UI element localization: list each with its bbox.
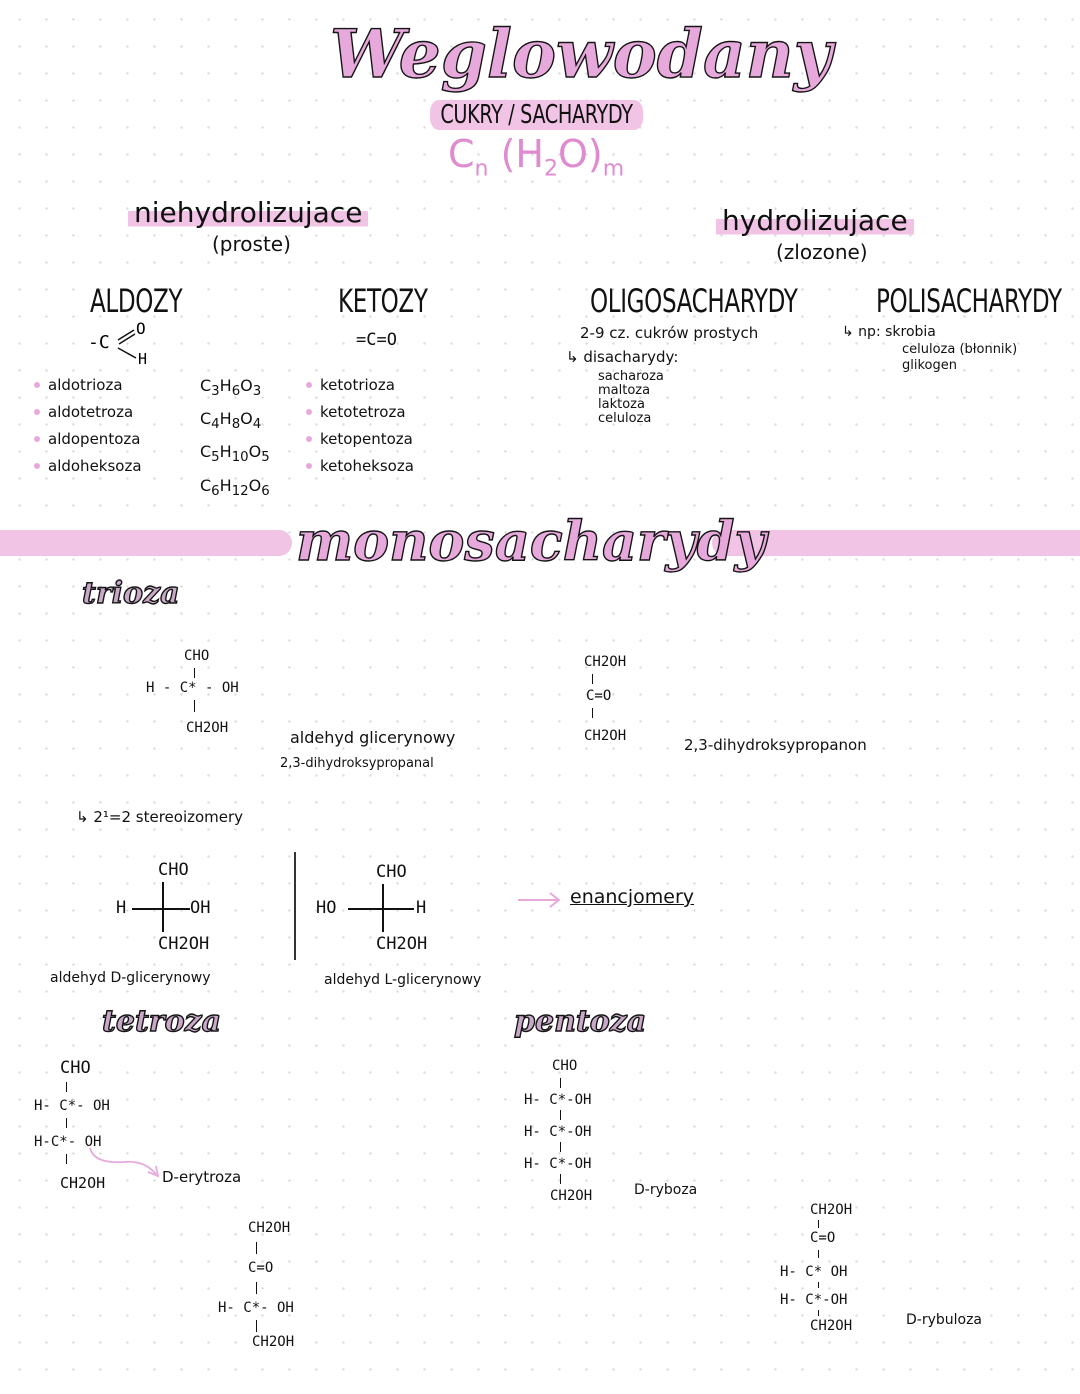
bond: [256, 1320, 257, 1332]
aldozy-title: ALDOZY: [90, 282, 183, 320]
fischer-v-line: [162, 882, 164, 932]
formula-line: H - C* - OH: [146, 680, 239, 696]
formula-line: CHO: [552, 1058, 578, 1074]
fischer-bottom: CH2OH: [376, 934, 428, 954]
formula-line: H- C*- OH: [218, 1300, 294, 1316]
d-glyceraldehyde-fischer: [110, 860, 260, 960]
page-title: Weglowodany: [330, 15, 833, 93]
list-item: aldotetroza: [34, 399, 142, 426]
formula-item: $C_4H_8O_4$: [200, 409, 262, 433]
fischer-top: CHO: [158, 860, 189, 880]
curved-arrow-icon: [84, 1146, 168, 1186]
bond: [256, 1282, 257, 1294]
list-item: ketotetroza: [306, 399, 414, 426]
bond: [66, 1082, 67, 1092]
tetroza-title: tetroza: [102, 1004, 222, 1039]
formula-line: CH2OH: [248, 1220, 291, 1236]
list-item: sacharoza: [598, 369, 664, 384]
list-item: laktoza: [598, 397, 645, 412]
list-item: glikogen: [902, 358, 957, 373]
formula-line: CH2OH: [60, 1174, 106, 1192]
svg-text:O: O: [136, 319, 146, 338]
subtitle-box: [430, 100, 650, 130]
oligo-list: [598, 370, 664, 426]
bond: [818, 1220, 819, 1228]
list-item: ketoheksoza: [306, 453, 414, 480]
general-formula: $C_n$ $(H_2O)_m$: [448, 132, 625, 182]
bond: [560, 1078, 561, 1088]
list-item: celuloza (błonnik): [902, 342, 1018, 357]
fischer-left: H: [116, 898, 127, 918]
bond: [194, 668, 195, 678]
oligo-line2: ↳ disacharydy:: [566, 348, 679, 366]
formula-line: CH2OH: [810, 1202, 853, 1218]
ribose-name: D-ryboza: [634, 1182, 698, 1198]
list-item: aldopentoza: [34, 426, 142, 453]
formula-line: CHO: [184, 648, 210, 664]
glyceraldehyde-name: aldehyd glicerynowy: [290, 728, 456, 747]
fischer-left: HO: [316, 898, 337, 918]
formula-line: H-C*- OH: [34, 1134, 102, 1150]
fischer-v-line: [382, 884, 384, 932]
formula-item: $C_6H_{12}O_6$: [200, 475, 270, 499]
bond: [256, 1242, 257, 1254]
svg-text:H: H: [138, 350, 148, 368]
bond: [560, 1174, 561, 1184]
l-glyceraldehyde-name: aldehyd L-glicerynowy: [324, 972, 482, 988]
ketozy-title: KETOZY: [338, 282, 428, 320]
glyceraldehyde-iupac: 2,3-dihydroksypropanal: [280, 756, 434, 771]
list-item: celuloza: [598, 411, 652, 426]
section-divider-right: [712, 530, 1080, 556]
ketone-group: =C=O: [356, 330, 397, 350]
list-item: aldotrioza: [34, 372, 142, 399]
formula-item: $C_3H_6O_3$: [200, 376, 262, 400]
formula-line: H- C*-OH: [524, 1092, 592, 1108]
ribulose-name: D-rybuloza: [906, 1312, 983, 1328]
formula-line: H- C*-OH: [524, 1156, 592, 1172]
fischer-right: OH: [190, 898, 211, 918]
formula-line: C=O: [586, 688, 612, 704]
bond: [818, 1282, 819, 1288]
arrow-right-icon: [516, 890, 562, 914]
poli-title: POLISACHARYDY: [876, 282, 1062, 320]
list-item: ketopentoza: [306, 426, 414, 453]
oligo-title: OLIGOSACHARYDY: [590, 282, 798, 320]
divider-line: [294, 852, 296, 960]
oligo-line1: 2-9 cz. cukrów prostych: [580, 324, 759, 342]
bond: [66, 1154, 67, 1164]
group-title-complex: hydrolizujace: [716, 204, 914, 237]
poli-line1: ↳ np: skrobia: [842, 324, 936, 340]
list-item: maltoza: [598, 383, 651, 398]
bond: [818, 1250, 819, 1258]
formula-line: CH2OH: [810, 1318, 853, 1334]
formula-line: H- C* OH: [780, 1264, 848, 1280]
group-sub-simple: (proste): [212, 232, 291, 256]
formula-line: CH2OH: [186, 720, 229, 736]
aldozy-list: [34, 372, 142, 480]
fischer-h-line: [132, 908, 190, 910]
bond: [560, 1142, 561, 1152]
svg-text:-C: -C: [88, 332, 110, 353]
formula-line: CH2OH: [584, 654, 627, 670]
bond: [66, 1118, 67, 1128]
trioza-title: trioza: [82, 576, 180, 611]
formula-item: $C_5H_{10}O_5$: [200, 442, 270, 466]
group-title-simple: niehydrolizujace: [128, 196, 368, 229]
formula-line: H- C*-OH: [780, 1292, 848, 1308]
group-sub-complex: (zlozone): [776, 240, 868, 264]
bond: [194, 700, 195, 712]
erythrose-name: D-erytroza: [162, 1168, 242, 1186]
formula-line: H- C*- OH: [34, 1098, 110, 1114]
formula-line: CHO: [60, 1058, 91, 1078]
bond: [592, 708, 593, 718]
d-glyceraldehyde-name: aldehyd D-glicerynowy: [50, 970, 211, 986]
poli-list: [902, 342, 1017, 374]
bond: [560, 1110, 561, 1120]
l-glyceraldehyde-fischer: [314, 862, 464, 962]
formula-line: C=O: [248, 1260, 274, 1276]
fischer-top: CHO: [376, 862, 407, 882]
fischer-right: H: [416, 898, 427, 918]
bond: [818, 1310, 819, 1316]
subtitle: CUKRY / SACHARYDY: [430, 100, 643, 130]
ketozy-list: [306, 372, 414, 480]
fischer-h-line: [348, 908, 414, 910]
aldozy-formulas: [200, 372, 270, 505]
formula-line: CH2OH: [252, 1334, 295, 1350]
list-item: ketotrioza: [306, 372, 414, 399]
dihydroxyacetone-name: 2,3-dihydroksypropanon: [684, 736, 867, 754]
pentoza-title: pentoza: [514, 1004, 647, 1039]
formula-line: C=O: [810, 1230, 836, 1246]
formula-line: H- C*-OH: [524, 1124, 592, 1140]
section-title: monosacharydy: [296, 509, 766, 573]
section-divider-left: [0, 530, 292, 556]
list-item: aldoheksoza: [34, 453, 142, 480]
aldehyde-group: [86, 318, 166, 368]
enantiomers-label: enancjomery: [570, 886, 695, 908]
bond: [592, 674, 593, 684]
stereo-note: ↳ 2¹=2 stereoizomery: [76, 808, 244, 826]
formula-line: CH2OH: [550, 1188, 593, 1204]
formula-line: CH2OH: [584, 728, 627, 744]
fischer-bottom: CH2OH: [158, 934, 210, 954]
